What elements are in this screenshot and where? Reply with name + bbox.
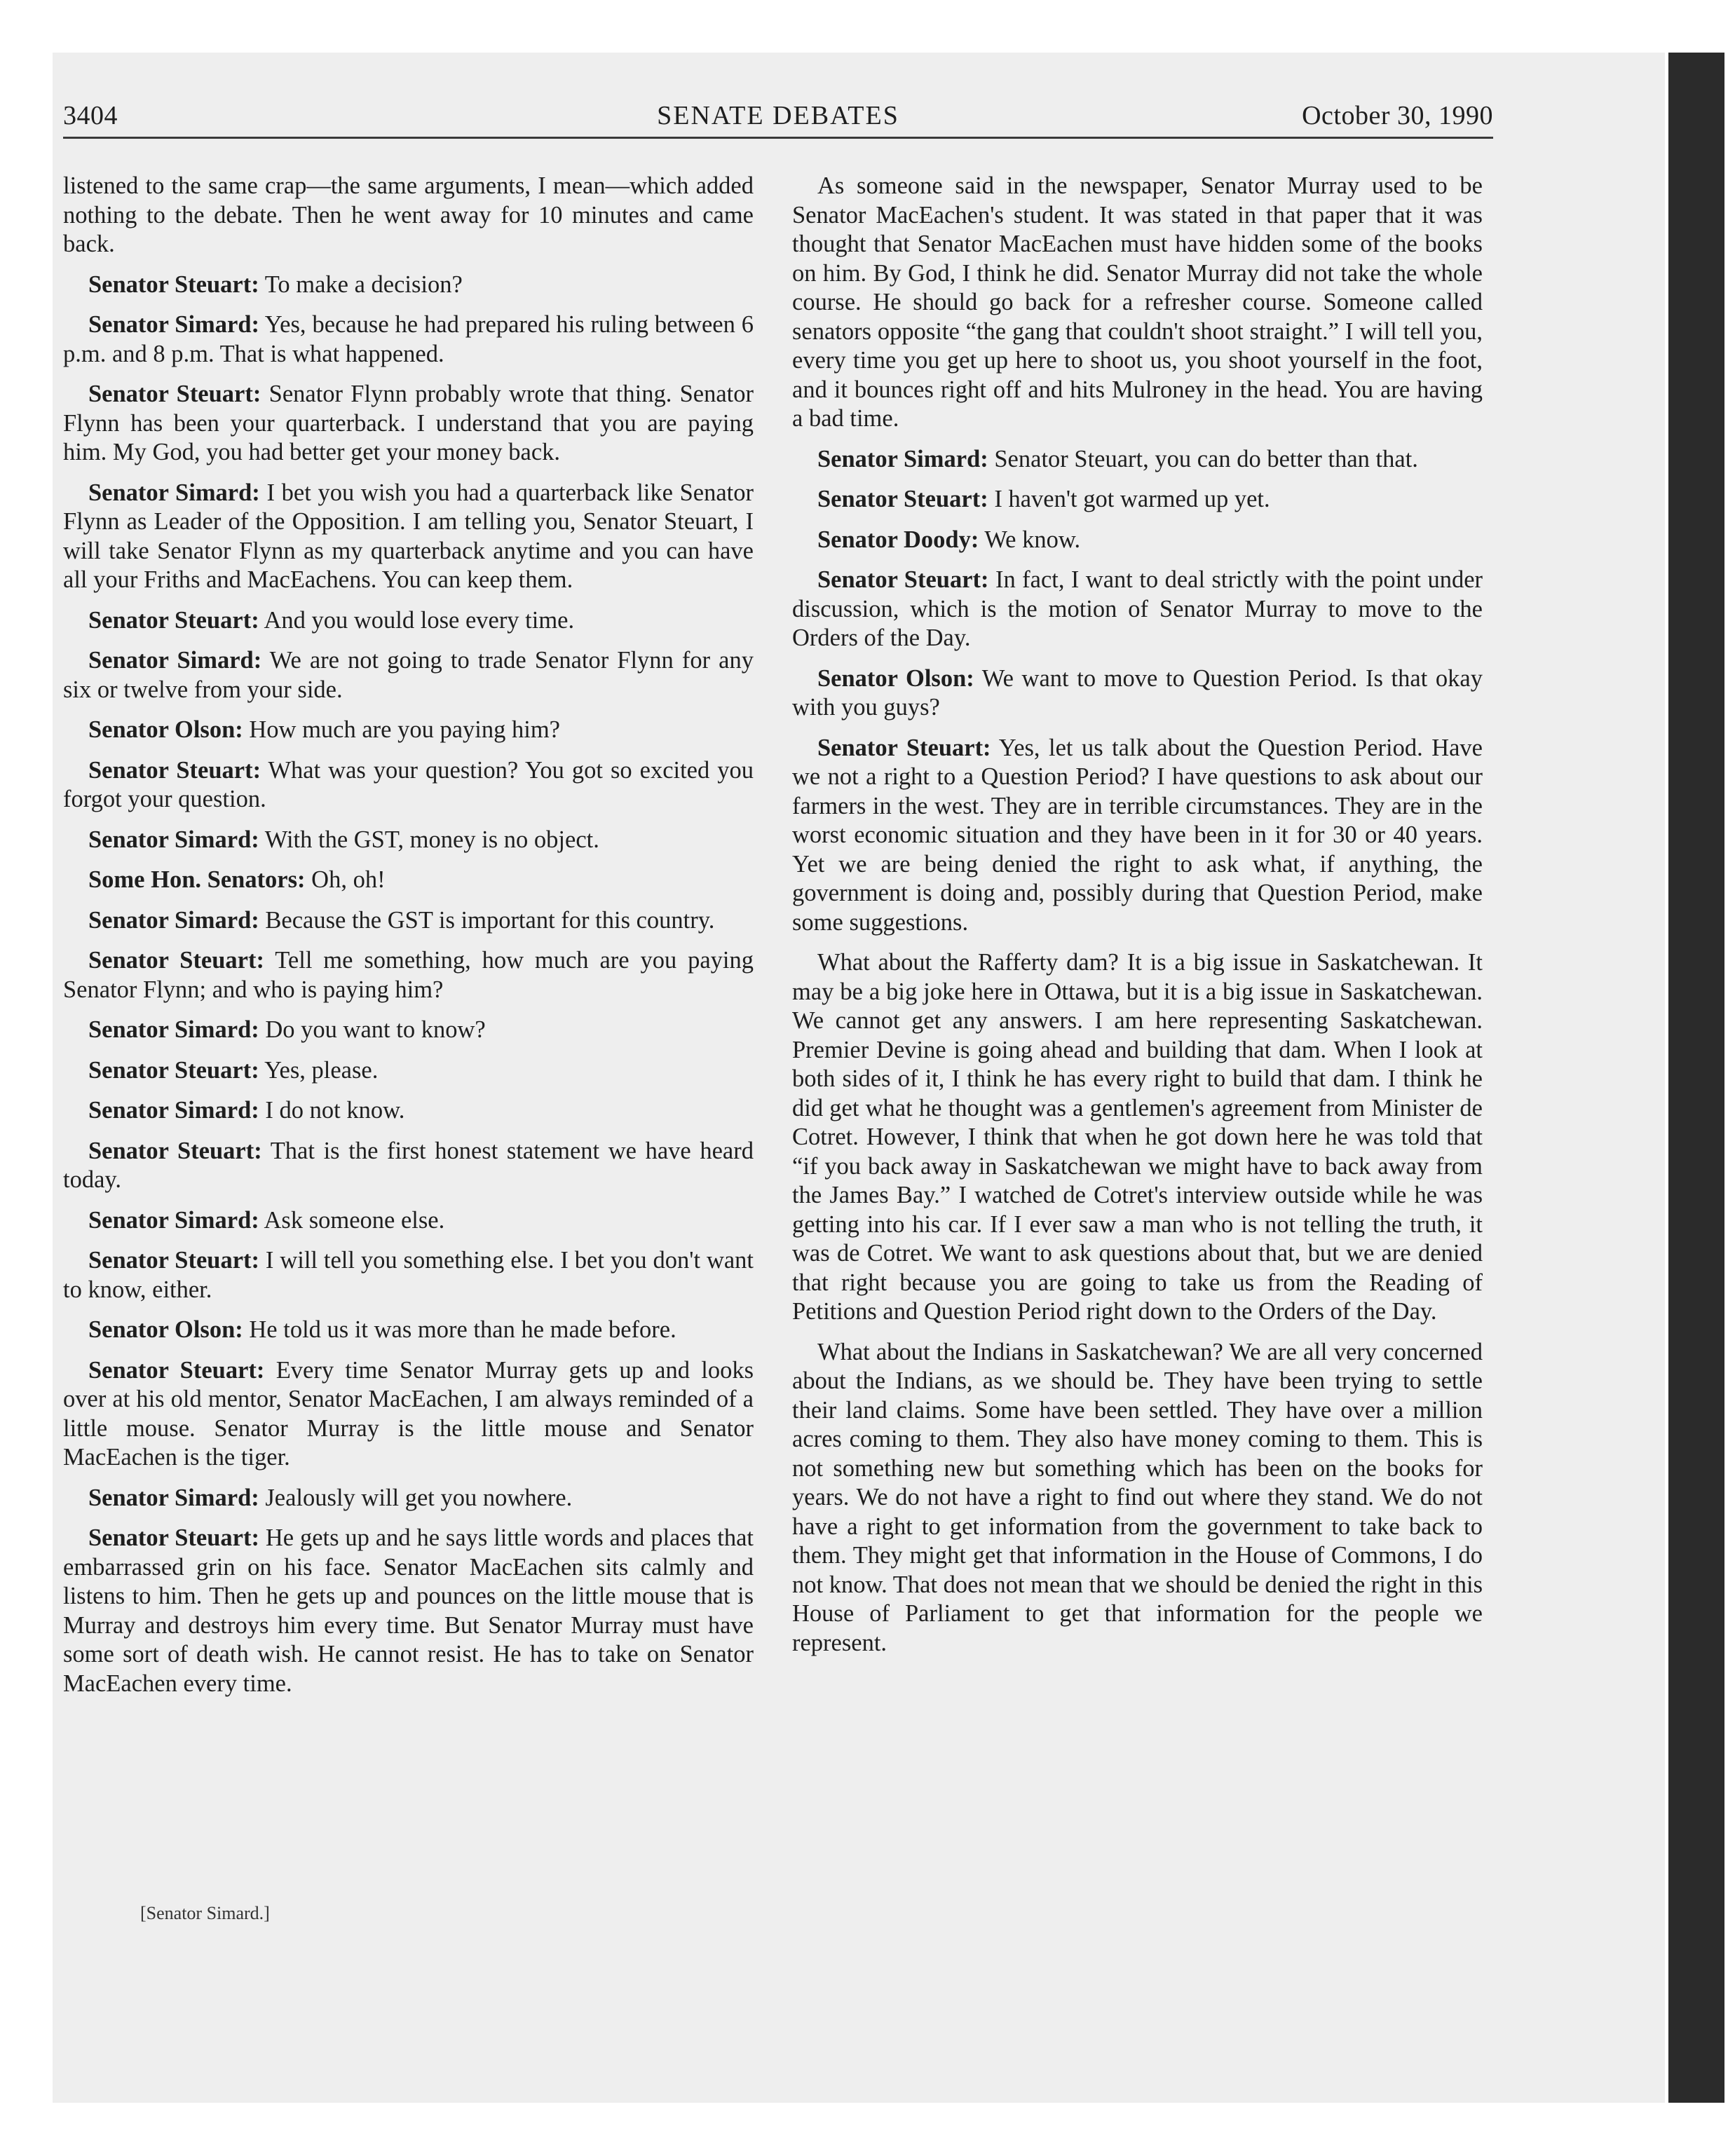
speech-text: As someone said in the newspaper, Senator Murray used to be Senator MacEachen's student. It was stated in that paper that it was thought that Senator MacEachen must have hidden some of the books on him. By God, I think he did. Senator Murray did not take the whole course. He should go back for a refresher course. Someone called senators opposite “the gang that couldn't shoot straight.” I will tell you, every time you get up here to shoot us, you shoot yourself in the foot, and it bounces right off and hits Mulroney in the head. You are having a bad time. (792, 172, 1483, 432)
speaker-name: Senator Olson: (88, 1316, 243, 1343)
speaker-name: Senator Simard: (88, 1016, 259, 1043)
speech-paragraph (63, 380, 754, 468)
speaker-name: Senator Simard: (88, 311, 260, 338)
speech-text: We want to move to Question Period. Is that okay with you guys? (792, 664, 1483, 721)
scan-edge-strip (1668, 53, 1724, 2103)
page-number: 3404 (63, 101, 118, 130)
speech-paragraph (63, 866, 754, 895)
left-column (63, 172, 754, 1710)
speech-paragraph (63, 756, 754, 814)
speech-text: Because the GST is important for this country. (265, 906, 715, 934)
speech-paragraph (63, 1484, 754, 1513)
speaker-name: Senator Steuart: (88, 1247, 259, 1274)
speech-paragraph (63, 1246, 754, 1304)
speaker-name: Senator Steuart: (817, 566, 989, 593)
speech-paragraph (792, 526, 1483, 555)
page-header (63, 88, 1493, 139)
speech-text: Tell me something, how much are you paying Senator Flynn; and who is paying him? (63, 947, 754, 1003)
speech-text: What was your question? You got so excited you forgot your question. (63, 756, 754, 812)
speech-text: That is the first honest statement we have heard today. (63, 1137, 754, 1193)
speech-text: Yes, because he had prepared his ruling between 6 p.m. and 8 p.m. That is what happened. (63, 311, 754, 367)
speech-paragraph (63, 1524, 754, 1698)
speech-text: Yes, let us talk about the Question Period. Have we not a right to a Question Period? I have questions to ask about our farmers in the west. They are in terrible circumstances. They are in the worst economic situation and they have been in it for 30 or 40 years. Yet we are being denied the right to ask what, if anything, the government is doing and, possibly during that Question Period, make some suggestions. (792, 734, 1483, 936)
speech-text: I do not know. (265, 1097, 405, 1124)
speech-paragraph (63, 311, 754, 369)
speech-paragraph (63, 826, 754, 855)
speech-text: To make a decision? (264, 271, 463, 298)
speech-text: We are not going to trade Senator Flynn for any six or twelve from your side. (63, 647, 754, 703)
speech-text: With the GST, money is no object. (264, 826, 599, 853)
speaker-name: Senator Simard: (88, 1097, 259, 1124)
right-column (792, 172, 1483, 1669)
speech-paragraph (63, 1206, 754, 1236)
speech-text: He told us it was more than he made before. (249, 1316, 676, 1343)
speaker-name: Senator Steuart: (88, 271, 259, 298)
speech-text: Jealously will get you nowhere. (265, 1484, 573, 1511)
speaker-name: Some Hon. Senators: (88, 866, 306, 893)
speech-paragraph (792, 948, 1483, 1327)
speech-paragraph (63, 1056, 754, 1086)
speech-paragraph (63, 606, 754, 636)
speech-paragraph (792, 172, 1483, 434)
speech-text: In fact, I want to deal strictly with the point under discussion, which is the motion of Senator Murray to move to the Orders of the Day. (792, 566, 1483, 651)
speech-text: listened to the same crap—the same arguments, I mean—which added nothing to the debate. Then he went away for 10 minutes and came back. (63, 172, 754, 257)
speech-text: Senator Flynn probably wrote that thing. Senator Flynn has been your quarterback. I understand that you are paying him. My God, you had better get your money back. (63, 381, 754, 465)
speech-text: Every time Senator Murray gets up and looks over at his old mentor, Senator MacEachen, I am always reminded of a little mouse. Senator Murray is the little mouse and Senator MacEachen is the tiger. (63, 1356, 754, 1471)
speech-paragraph (792, 1338, 1483, 1658)
speech-paragraph (792, 734, 1483, 938)
speech-text: And you would lose every time. (264, 606, 575, 634)
speaker-name: Senator Steuart: (88, 606, 259, 634)
speech-paragraph (63, 1016, 754, 1045)
speaker-name: Senator Simard: (88, 906, 259, 934)
speech-text: What about the Rafferty dam? It is a big issue in Saskatchewan. It may be a big joke here in Ottawa, but it is a big issue in Saskatchewan. We cannot get any answers. I am here representing Saskatchewan. Premier Devine is going ahead and building that dam. When I look at both sides of it, I think he has every right to build that dam. I think he did get what he thought was a gentlemen's agreement from Minister de Cotret. However, I think that when he got down here he was told that “if you back away in Saskatchewan we might have to back away from the James Bay.” I watched de Cotret's interview outside while he was getting into his car. If I ever saw a man who is not telling the truth, it was de Cotret. We want to ask questions about that, but we are denied that right because you are going to take us from the Reading of Petitions and Question Period right down to the Orders of the Day. (792, 949, 1483, 1325)
speech-text: What about the Indians in Saskatchewan? We are all very concerned about the Indians, as we should be. They have been trying to settle their land claims. Some have been settled. They have over a million acres coming to them. They also have money coming to them. This is not something new but something which has been on the books for years. We do not have a right to find out where they stand. We do not have a right to get information from the government to take back to them. They might get that information in the House of Commons, I do not know. That does not mean that we should be denied the right in this House of Parliament to get that information for the people we represent. (792, 1338, 1483, 1656)
speech-text: I haven't got warmed up yet. (994, 486, 1270, 512)
speech-text: Oh, oh! (311, 866, 386, 893)
speech-paragraph (63, 172, 754, 259)
running-title: SENATE DEBATES (657, 101, 899, 130)
speech-text: How much are you paying him? (249, 716, 560, 743)
speaker-name: Senator Simard: (88, 826, 259, 853)
speaker-name: Senator Steuart: (88, 756, 261, 784)
speech-paragraph (792, 566, 1483, 653)
speaker-name: Senator Simard: (817, 445, 988, 472)
speech-paragraph (63, 1096, 754, 1126)
speech-text: I will tell you something else. I bet you don't want to know, either. (63, 1247, 754, 1303)
speech-paragraph (792, 445, 1483, 475)
speaker-name: Senator Simard: (88, 1206, 259, 1234)
speech-paragraph (63, 1356, 754, 1473)
speaker-name: Senator Steuart: (88, 1056, 259, 1084)
speech-text: Ask someone else. (264, 1206, 445, 1234)
header-date: October 30, 1990 (1302, 101, 1493, 130)
speech-text: Yes, please. (264, 1056, 379, 1084)
speech-text: Do you want to know? (265, 1016, 486, 1043)
speech-paragraph (792, 485, 1483, 514)
speech-paragraph (63, 1137, 754, 1195)
speech-paragraph (63, 1316, 754, 1345)
speech-paragraph (63, 716, 754, 745)
speaker-name: Senator Steuart: (88, 1137, 262, 1164)
speaker-name: Senator Steuart: (88, 947, 264, 974)
speaker-name: Senator Olson: (817, 664, 974, 692)
speech-text: I bet you wish you had a quarterback like Senator Flynn as Leader of the Opposition. I am telling you, Senator Steuart, I will take Senator Flynn as my quarterback anytime and you can have all your Friths and MacEachens. You can keep them. (63, 479, 754, 593)
footnote: [Senator Simard.] (140, 1903, 270, 1923)
speaker-name: Senator Steuart: (817, 486, 988, 512)
speaker-name: Senator Steuart: (817, 734, 991, 761)
speech-paragraph (792, 664, 1483, 723)
speech-paragraph (63, 906, 754, 936)
speaker-name: Senator Steuart: (88, 1524, 259, 1551)
speaker-name: Senator Olson: (88, 716, 243, 743)
speaker-name: Senator Doody: (817, 526, 979, 553)
speech-paragraph (63, 646, 754, 704)
speech-paragraph (63, 946, 754, 1004)
speaker-name: Senator Steuart: (88, 1356, 265, 1384)
speaker-name: Senator Simard: (88, 1484, 259, 1511)
speech-text: He gets up and he says little words and places that embarrassed grin on his face. Senator MacEachen sits calmly and listens to him. Then he gets up and pounces on the little mouse that is Murray and destroys him every time. But Senator Murray must have some sort of death wish. He cannot resist. He has to take on Senator MacEachen every time. (63, 1524, 754, 1697)
speech-text: Senator Steuart, you can do better than that. (994, 445, 1418, 472)
speaker-name: Senator Steuart: (88, 381, 261, 407)
speech-paragraph (63, 271, 754, 300)
speaker-name: Senator Simard: (88, 647, 262, 674)
speech-paragraph (63, 479, 754, 595)
speech-text: We know. (984, 526, 1081, 553)
speaker-name: Senator Simard: (88, 479, 260, 506)
